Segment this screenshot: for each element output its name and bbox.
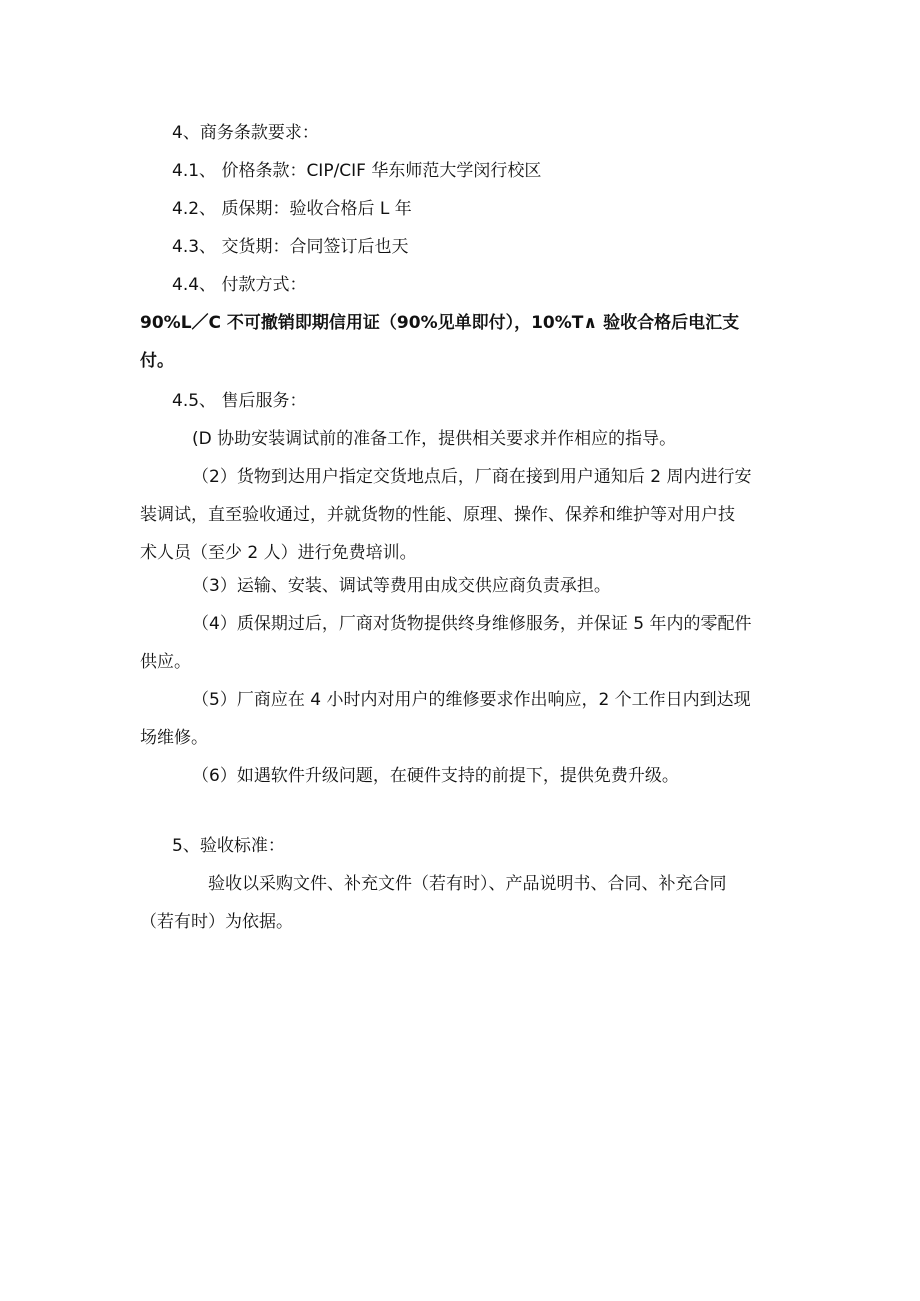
payment-heading: 4.4、 付款方式：: [172, 275, 307, 295]
acceptance-standard-line-2: （若有时）为依据。: [140, 912, 293, 932]
after-sales-item-2-line-3: 术人员（至少 2 人）进行免费培训。: [140, 543, 417, 563]
warranty-line: 4.2、 质保期：验收合格后 L 年: [172, 199, 412, 219]
section4-heading: 4、商务条款要求：: [172, 123, 319, 143]
acceptance-standard-line-1: 验收以采购文件、补充文件（若有时）、产品说明书、合同、补充合同: [208, 874, 727, 894]
after-sales-item-5-line-1: （5）厂商应在 4 小时内对用户的维修要求作出响应，2 个工作日内到达现: [192, 690, 751, 710]
after-sales-item-1: (D 协助安装调试前的准备工作，提供相关要求并作相应的指导。: [192, 429, 677, 449]
after-sales-item-4-line-1: （4）质保期过后，厂商对货物提供终身维修服务，并保证 5 年内的零配件: [192, 614, 752, 634]
after-sales-item-5-line-2: 场维修。: [140, 728, 208, 748]
after-sales-item-3: （3）运输、安装、调试等费用由成交供应商负责承担。: [192, 576, 611, 596]
payment-terms-line-2: 付。: [140, 351, 174, 371]
price-terms-line: 4.1、 价格条款：CIP/CIF 华东师范大学闵行校区: [172, 161, 542, 181]
payment-terms-line-1: 90%L／C 不可撤销即期信用证（90%见单即付），10%T∧ 验收合格后电汇支: [140, 313, 740, 333]
after-sales-item-4-line-2: 供应。: [140, 652, 191, 672]
delivery-line: 4.3、 交货期：合同签订后也天: [172, 237, 409, 257]
section5-heading: 5、验收标准：: [172, 836, 285, 856]
after-sales-item-6: （6）如遇软件升级问题，在硬件支持的前提下，提供免费升级。: [192, 766, 679, 786]
after-sales-item-2-line-1: （2）货物到达用户指定交货地点后，厂商在接到用户通知后 2 周内进行安: [192, 467, 752, 487]
after-sales-item-2-line-2: 装调试，直至验收通过，并就货物的性能、原理、操作、保养和维护等对用户技: [140, 505, 735, 525]
after-sales-heading: 4.5、 售后服务：: [172, 391, 307, 411]
